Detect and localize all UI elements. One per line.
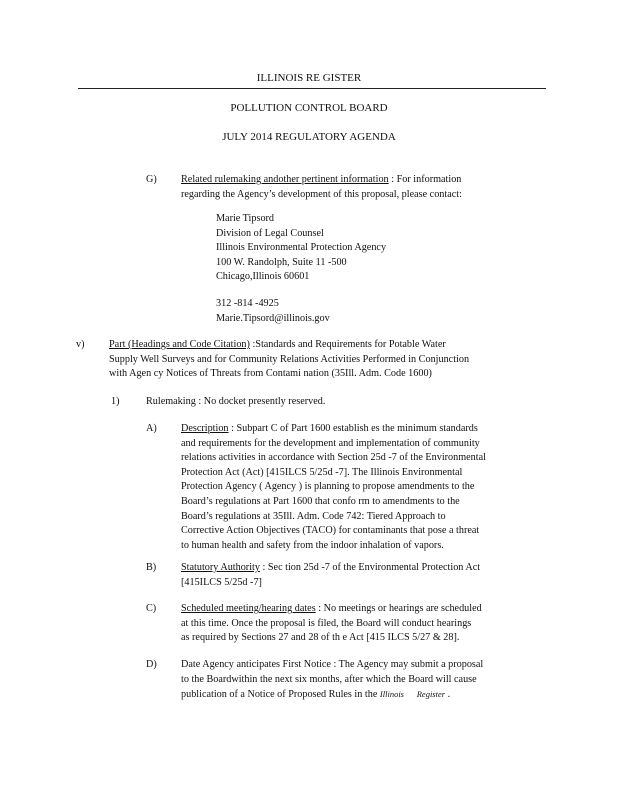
- item-g-line2: regarding the Agency’s development of this proposal, please contact:: [181, 188, 462, 200]
- item-d-line3: [181, 687, 531, 703]
- rulemaking-text: Rulemaking : No docket presently reserved.: [146, 396, 326, 407]
- item-a-line: Protection Agency ( Agency ) is planning to propose amendments to the: [181, 481, 475, 493]
- agenda-title: JULY 2014 REGULATORY AGENDA: [222, 131, 396, 143]
- item-v-label: v): [76, 339, 85, 350]
- item-d-label: D): [146, 659, 157, 670]
- contact-info: [216, 297, 330, 326]
- item-d-text: [181, 658, 531, 703]
- board-title: POLLUTION CONTROL BOARD: [230, 102, 388, 114]
- item-c-heading: Scheduled meeting/hearing dates: [181, 603, 316, 614]
- item-b-line1-rest: : Sec tion 25d -7 of the Environmental Protection Act: [259, 562, 481, 573]
- item-a-line: Board’s regulations at 35Ill. Adm. Code 742: Tiered Approach to: [181, 510, 446, 522]
- contact-street: 100 W. Randolph, Suite 11 -500: [216, 256, 347, 268]
- item-d-line2: to the Boardwithin the next six months, after which the Board will cause: [181, 673, 477, 685]
- item-c-text: [181, 602, 531, 646]
- item-a-line1-rest: : Subpart C of Part 1600 establish es the minimum standards: [228, 423, 478, 434]
- contact-city: Chicago,Illinois 60601: [216, 271, 310, 283]
- illinois-register-word2: Register: [416, 689, 446, 700]
- item-g-label: G): [146, 174, 157, 185]
- item-b-line2: [415ILCS 5/25d -7]: [181, 576, 262, 588]
- header-rule: [78, 88, 546, 89]
- item-b-label: B): [146, 562, 157, 573]
- item-c-label: C): [146, 603, 157, 614]
- item-a-line: to human health and safety from the indoor inhalation of vapors.: [181, 539, 444, 551]
- item-a-line: Protection Act (Act) [415ILCS 5/25d -7]. The Illinois Environmental: [181, 466, 463, 478]
- contact-name: Marie Tipsord: [216, 213, 275, 224]
- illinois-register-word1: Illinois: [379, 689, 404, 700]
- item-a-line: Corrective Action Objectives (TACO) for contaminants that pose a threat: [181, 525, 480, 537]
- item-c-line3: as required by Sections 27 and 28 of th e Act [415 ILCS 5/27 & 28].: [181, 632, 460, 644]
- item-b-text: [181, 561, 531, 590]
- item-a-text: [181, 422, 531, 553]
- item-b-heading: Statutory Authority: [181, 562, 260, 573]
- item-v-line1-rest: :Standards and Requirements for Potable Water: [249, 339, 446, 350]
- item-v-line3: with Agen cy Notices of Threats from Contami nation (35Ill. Adm. Code 1600): [109, 368, 432, 380]
- contact-email: Marie.Tipsord@illinois.gov: [216, 312, 330, 324]
- item-a-line: Board’s regulations at Part 1600 that confo rm to amendments to the: [181, 495, 460, 507]
- item-a-line: relations activities in accordance with Section 25d -7 of the Environmental: [181, 452, 486, 464]
- item-v-heading: Part (Headings and Code Citation): [109, 339, 250, 350]
- item-d-line3-pre: publication of a Notice of Proposed Rules in the: [181, 689, 380, 701]
- item-a-heading: Description: [181, 423, 229, 434]
- item-g-text: [181, 173, 531, 202]
- item-a-label: A): [146, 423, 157, 434]
- item-g-heading: Related rulemaking andother pertinent information: [181, 174, 389, 185]
- contact-block: [216, 212, 386, 285]
- item-a-line: and requirements for the development and implementation of community: [181, 437, 480, 449]
- item-g-line1-rest: : For information: [388, 174, 462, 185]
- contact-agency: Illinois Environmental Protection Agency: [216, 242, 387, 254]
- register-title: ILLINOIS RE GISTER: [256, 72, 362, 84]
- item-c-line2: at this time. Once the proposal is filed, the Board will conduct hearings: [181, 617, 472, 629]
- contact-phone: 312 -814 -4925: [216, 298, 279, 309]
- item-c-line1-rest: : No meetings or hearings are scheduled: [315, 603, 482, 614]
- item-v-text: [109, 338, 534, 382]
- item-v-line2: Supply Well Surveys and for Community Relations Activities Performed in Conjunction: [109, 353, 470, 365]
- item-d-line1: Date Agency anticipates First Notice : The Agency may submit a proposal: [181, 659, 484, 670]
- item-d-line3-post: .: [445, 689, 451, 701]
- rulemaking-label: 1): [111, 396, 120, 407]
- contact-division: Division of Legal Counsel: [216, 227, 324, 239]
